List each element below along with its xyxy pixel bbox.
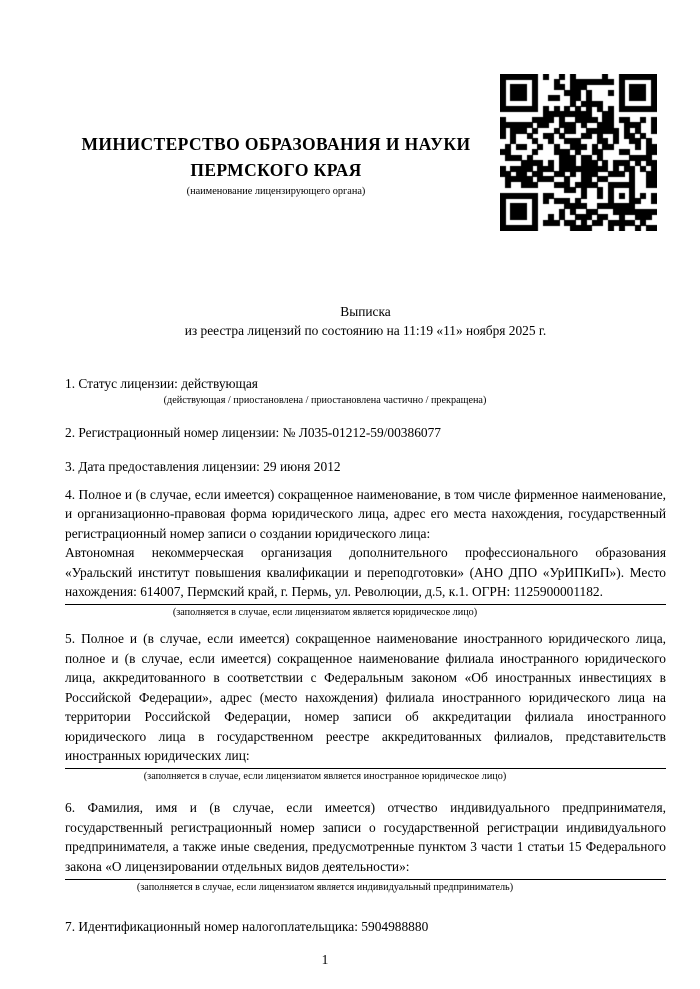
clause-6-individual-entrepreneur xyxy=(65,798,666,895)
page-number: 1 xyxy=(321,952,329,968)
clause-1-license-status xyxy=(65,374,666,408)
clause-7-taxpayer-number xyxy=(65,917,666,936)
document-title-line2: из реестра лицензий по состоянию на 11:19 «11» ноября 2025 г. xyxy=(184,323,547,339)
clause-2-registration-number xyxy=(65,423,666,442)
clause-3-license-date xyxy=(65,457,666,476)
licensing-authority-header xyxy=(0,0,552,199)
document-title xyxy=(0,302,700,341)
clause-6-caption: (заполняется в случае, если лицензиатом является индивидуальный предприниматель) xyxy=(136,881,514,893)
clause-4-value: Автономная некоммерческая организация дополнительного профессионального образования «Уральский институт повышения квалификации и переподготовки» (АНО ДПО «УрИПКиП»). Место нахождения: 614007, Пермский край, г. Пермь, ул. Революции, д.5, к.1. ОГРН: 1125900001182. xyxy=(65,545,666,600)
clause-5-caption: (заполняется в случае, если лицензиатом является иностранное юридическое лицо) xyxy=(143,771,507,783)
licensing-authority-caption: (наименование лицензирующего органа) xyxy=(186,186,366,197)
qr-code-icon xyxy=(500,74,657,231)
ministry-name-line1: МИНИСТЕРСТВО ОБРАЗОВАНИЯ И НАУКИ xyxy=(81,134,471,154)
clause-3-text: 3. Дата предоставления лицензии: 29 июня 2012 xyxy=(65,458,341,474)
clause-7-text: 7. Идентификационный номер налогоплательщика: 5904988880 xyxy=(65,918,429,934)
clause-6-text: 6. Фамилия, имя и (в случае, если имеется) отчество индивидуального предпринимателя, государственный регистрационный номер записи о государственной регистрации индивидуального предпринимателя, а также иные сведения, предусмотренные пунктом 3 части 1 статьи 15 Федерального закона «О лицензировании отдельных видов деятельности»: xyxy=(65,800,666,874)
clause-5-text: 5. Полное и (в случае, если имеется) сокращенное наименование иностранного юридического лица, полное и (в случае, если имеется) сокращенное наименование филиала иностранного юридического лица, аккредитованного в соответствии с Федеральным законом «Об иностранных инвестициях в Российской Федерации», адрес (место нахождения) филиала иностранного юридического лица на территории Российской Федерации, номер записи об аккредитации филиала иностранного юридического лица в государственном реестре аккредитованных филиалов, представительств иностранных юридических лиц: xyxy=(65,631,666,763)
ministry-name-line2: ПЕРМСКОГО КРАЯ xyxy=(190,160,362,180)
clause-1-text: 1. Статус лицензии: действующая xyxy=(65,375,258,391)
clause-1-caption: (действующая / приостановлена / приостановлена частично / прекращена) xyxy=(163,395,487,407)
clause-2-text: 2. Регистрационный номер лицензии: № Л035-01212-59/00386077 xyxy=(65,425,441,441)
clause-4-legal-entity xyxy=(65,485,666,620)
document-title-line1: Выписка xyxy=(340,304,391,319)
document-body xyxy=(65,374,666,937)
clause-4-text: 4. Полное и (в случае, если имеется) сокращенное наименование, в том числе фирменное наименование, и организационно-правовая форма юридического лица, адрес его места нахождения, государственный регистрационный номер записи о создании юридического лица: xyxy=(65,487,666,541)
clause-4-caption: (заполняется в случае, если лицензиатом является юридическое лицо) xyxy=(172,607,478,619)
clause-5-foreign-entity xyxy=(65,629,666,784)
